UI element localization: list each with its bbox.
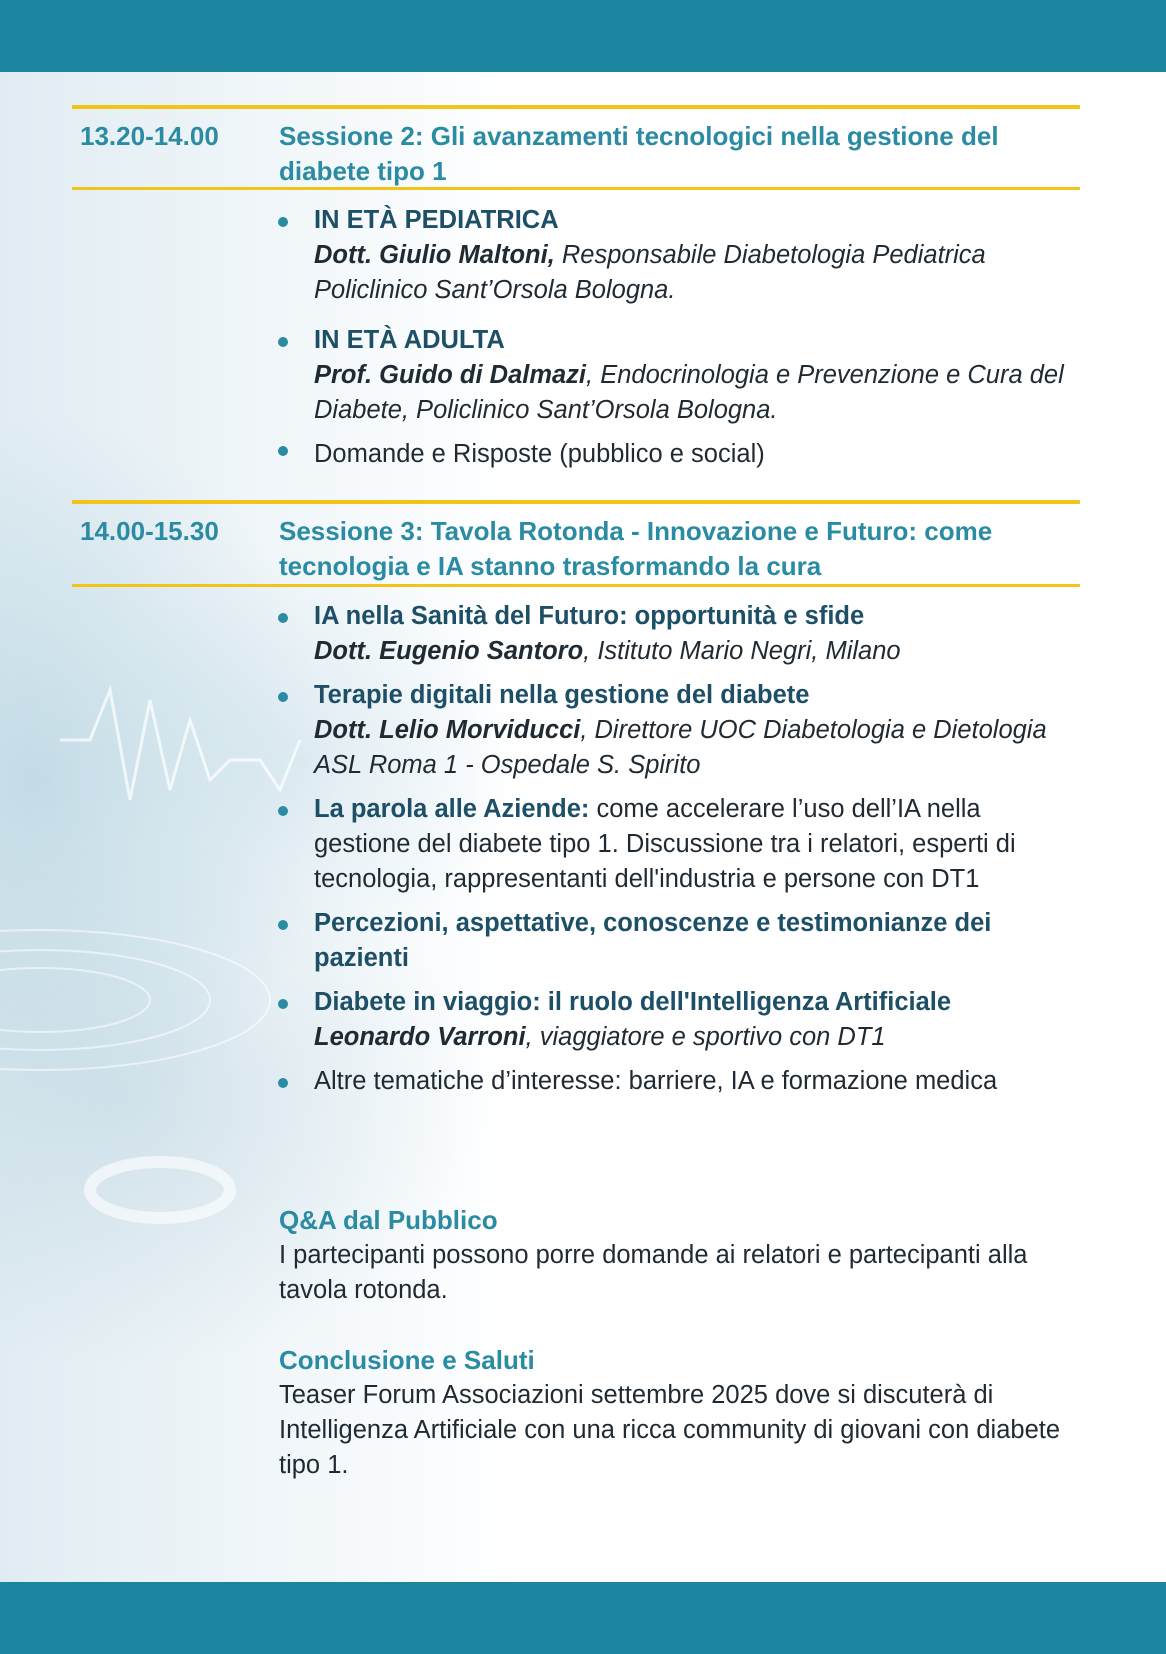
session-time: 13.20-14.00	[80, 121, 219, 151]
item-heading: Diabete in viaggio: il ruolo dell'Intelligenza Artificiale	[314, 988, 952, 1016]
closing-title: Conclusione e Saluti	[279, 1345, 535, 1375]
speaker-role: Responsabile Diabetologia Pediatrica Policlinico Sant’Orsola Bologna.	[314, 241, 986, 304]
qa-section	[279, 1203, 1079, 1308]
qa-title: Q&A dal Pubblico	[279, 1205, 498, 1235]
bullet-icon	[278, 920, 288, 930]
session-3-header	[72, 500, 1080, 587]
list-item	[278, 203, 1078, 308]
item-heading: IN ETÀ ADULTA	[314, 326, 505, 354]
session-2-header	[72, 105, 1080, 190]
bullet-icon	[278, 613, 288, 623]
item-lead: La parola alle Aziende:	[314, 795, 590, 823]
list-item	[278, 599, 1078, 669]
item-heading: IN ETÀ PEDIATRICA	[314, 206, 559, 234]
speaker-name: Dott. Lelio Morviducci	[314, 716, 581, 744]
list-item	[278, 985, 1078, 1055]
item-heading: IA nella Sanità del Futuro: opportunità e sfide	[314, 602, 865, 630]
speaker-role: , viaggiatore e sportivo con DT1	[525, 1023, 886, 1051]
list-item	[278, 678, 1078, 783]
bullet-icon	[278, 806, 288, 816]
bullet-icon	[278, 692, 288, 702]
list-item	[278, 792, 1078, 897]
bullet-icon	[278, 217, 288, 227]
list-item	[278, 1064, 1078, 1099]
bullet-icon	[278, 337, 288, 347]
item-heading: Percezioni, aspettative, conoscenze e testimonianze dei pazienti	[314, 909, 992, 972]
speaker-name: Prof. Guido di Dalmazi	[314, 361, 587, 389]
speaker-role: , Endocrinologia e Prevenzione e Cura del Diabete, Policlinico Sant’Orsola Bologna.	[314, 361, 1064, 424]
item-text: come accelerare l’uso dell’IA nella gestione del diabete tipo 1. Discussione tra i relatori, esperti di tecnologia, rappresentanti dell'industria e persone con DT1	[314, 795, 1016, 893]
speaker-name: Dott. Giulio Maltoni,	[314, 241, 555, 269]
list-item	[278, 323, 1078, 428]
qa-text: I partecipanti possono porre domande ai relatori e partecipanti alla tavola rotonda.	[279, 1241, 1028, 1304]
bottom-banner	[0, 1582, 1166, 1654]
bullet-icon	[278, 446, 288, 456]
item-text: Altre tematiche d’interesse: barriere, IA e formazione medica	[314, 1067, 998, 1095]
speaker-name: Leonardo Varroni	[314, 1023, 526, 1051]
session-title: Sessione 3: Tavola Rotonda - Innovazione e Futuro: come tecnologia e IA stanno trasformando la cura	[279, 516, 993, 581]
top-banner	[0, 0, 1166, 72]
session-2-items	[278, 203, 1078, 472]
session-title: Sessione 2: Gli avanzamenti tecnologici nella gestione del diabete tipo 1	[279, 121, 999, 186]
bullet-icon	[278, 999, 288, 1009]
item-heading: Terapie digitali nella gestione del diabete	[314, 681, 810, 709]
session-time: 14.00-15.30	[80, 516, 219, 546]
closing-text: Teaser Forum Associazioni settembre 2025 dove si discuterà di Intelligenza Artificiale con una ricca community di giovani con diabete tipo 1.	[279, 1381, 1061, 1479]
closing-section	[279, 1343, 1079, 1483]
list-item	[278, 437, 1078, 472]
speaker-role: , Istituto Mario Negri, Milano	[583, 637, 901, 665]
bullet-icon	[278, 1078, 288, 1088]
session-3-items	[278, 599, 1078, 1099]
speaker-name: Dott. Eugenio Santoro	[314, 637, 584, 665]
list-item	[278, 906, 1078, 976]
item-text: Domande e Risposte (pubblico e social)	[314, 440, 765, 468]
speaker-role: , Direttore UOC Diabetologia e Dietologia ASL Roma 1 - Ospedale S. Spirito	[314, 716, 1047, 779]
